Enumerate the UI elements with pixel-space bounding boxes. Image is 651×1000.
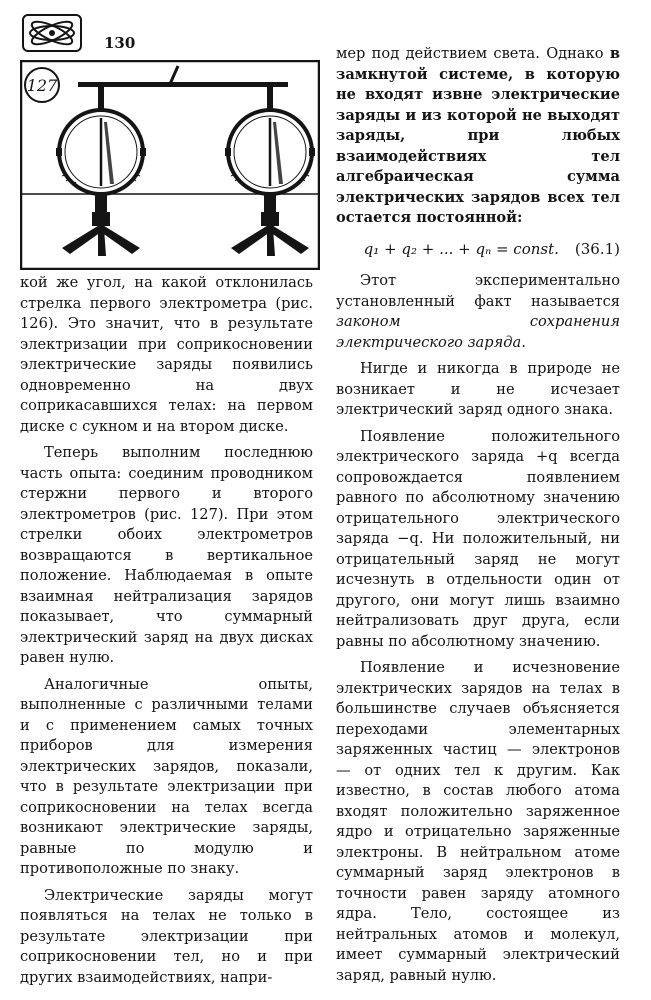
right-column	[336, 44, 620, 986]
paragraph: Теперь выполним последнюю часть опыта: соединим проводником стержни первого и второго электрометров (рис. 127). При этом стрелки обоих электрометров возвращаются в вертикальное положение. Наблюдаемая в опыте взаимная нейтрализация зарядов показывает, что суммарный электрический заряд на двух дисках равен нулю.	[20, 444, 313, 666]
text-run: мер под действием света. Однако	[336, 45, 610, 62]
electrometer-right	[225, 84, 315, 256]
page-header	[22, 14, 222, 54]
paragraph: Появление и исчезновение электрических зарядов на телах в большинстве случаев объясняется переходами элементарных заряженных частиц — электронов — от одних тел к другим. Как известно, в состав любого атома входят положительно заряженное ядро и отрицательно заряженные электроны. В нейтральном атоме суммарный заряд электронов в точности равен заряду атомного ядра. Тело, состоящее из нейтральных атомов и молекул, имеет суммарный электрический заряд, равный нулю.	[336, 659, 620, 984]
formula-number: (36.1)	[574, 239, 620, 258]
paragraph: Электрические заряды могут появляться на телах не только в результате электризации при соприкосновении тел, но и при других взаимодействиях, напри-	[20, 886, 313, 986]
atom-logo-icon	[22, 14, 82, 52]
formula-36-1	[336, 239, 620, 260]
paragraph: Нигде и никогда в природе не возникает и не исчезает электрический заряд одного знака.	[336, 360, 620, 418]
law-name: законом сохранения электрического заряда.	[336, 313, 620, 351]
text-run: Этот экспериментально установленный факт называется	[336, 272, 620, 310]
left-column	[20, 273, 313, 988]
paragraph: Появление положительного электрического заряда +q всегда сопровождается появлением равного по абсолютному значению отрицательного электрического заряда −q. Ни положительный, ни отрицательный заряд не могут исчезнуть в отдельности один от другого, они могут лишь взаимно нейтрализовать друг друга, если равны по абсолютному значению.	[336, 427, 620, 650]
figure-127-electrometers	[20, 60, 320, 270]
electrometer-left	[56, 84, 146, 256]
figure-label: 127	[26, 76, 58, 95]
paragraph: Аналогичные опыты, выполненные с различными телами и с применением самых точных приборов для измерения электрических зарядов, показали, что в результате электризации при соприкосновении на телах всегда возникают электрические заряды, равные по модулю и противоположные по знаку.	[20, 675, 313, 877]
conductor-rod	[78, 82, 288, 87]
rod-handle	[170, 66, 178, 84]
formula-expression: q₁ + q₂ + ... + qₙ = const.	[363, 239, 559, 258]
paragraph	[336, 44, 620, 229]
page-number: 130	[104, 34, 136, 52]
paragraph	[336, 271, 620, 353]
paragraph: кой же угол, на какой отклонилась стрелка первого электрометра (рис. 126). Это значит, что в результате электризации при соприкосновении электрические заряды появились одновременно на двух соприкасавшихся телах: на первом диске с сукном и на втором диске.	[20, 274, 313, 435]
conservation-law-statement: в замкнутой системе, в которую не входят извне электрические заряды и из которой не выходят заряды, при любых взаимодействиях тел алгебраическая сумма электрических зарядов всех тел остается постоянной:	[336, 45, 620, 226]
